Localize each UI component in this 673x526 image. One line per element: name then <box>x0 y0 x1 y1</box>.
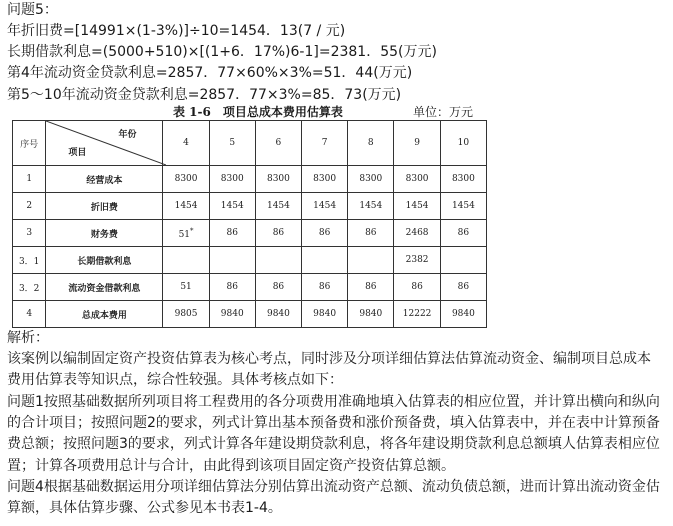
row-value: 51 <box>163 274 209 301</box>
analysis-paragraph-line: 费总额；按照问题3的要求，列式计算各年建设期贷款利息，将各年建设期贷款利息总额填人估算表相应位 <box>7 436 660 452</box>
row-value: 9805 <box>163 301 209 328</box>
table-unit: 单位：万元 <box>413 105 474 119</box>
row-value: 86 <box>348 220 394 247</box>
row-value: 1454 <box>394 193 440 220</box>
row-value: 1454 <box>163 193 209 220</box>
row-value: 1454 <box>302 193 348 220</box>
header-diagonal-cell <box>46 121 163 166</box>
row-value: 2468 <box>394 220 440 247</box>
row-value: 86 <box>302 220 348 247</box>
row-seq: 3．1 <box>13 247 46 274</box>
row-value: 8300 <box>209 166 255 193</box>
table-row <box>13 220 487 247</box>
row-value <box>209 247 255 274</box>
analysis-paragraph-line: 费用估算表等知识点，综合性较强。具体考核点如下： <box>7 372 343 388</box>
row-value: 1454 <box>348 193 394 220</box>
row-item: 长期借款利息 <box>46 247 163 274</box>
row-value <box>302 247 348 274</box>
analysis-paragraph-line: 问题4根据基础数据运用分项详细估算法分别估算出流动资产总额、流动负债总额，进而计算出流动资金估 <box>7 479 660 495</box>
header-year-label: 年份 <box>118 130 137 140</box>
analysis-heading: 解析： <box>7 330 49 346</box>
row-seq: 3 <box>13 220 46 247</box>
diagonal-line <box>46 121 166 165</box>
header-year: 6 <box>255 121 301 166</box>
table-title: 表 1-6 项目总成本费用估算表 <box>173 105 343 119</box>
table-row <box>13 274 487 301</box>
row-value: 2382 <box>394 247 440 274</box>
row-value: 8300 <box>255 166 301 193</box>
header-year: 7 <box>302 121 348 166</box>
depreciation-formula: 年折旧费=[14991×(1-3%)]÷10=1454．13(7 / 元) <box>7 23 346 39</box>
row-value: 9840 <box>440 301 486 328</box>
header-year: 9 <box>394 121 440 166</box>
analysis-paragraph-line: 问题1按照基础数据所列项目将工程费用的各分项费用准确地填入估算表的相应位置，并计算出横向和纵向 <box>7 394 660 410</box>
row-item: 财务费 <box>46 220 163 247</box>
table-header-row <box>13 121 487 166</box>
row-seq: 3．2 <box>13 274 46 301</box>
row-value: 8300 <box>348 166 394 193</box>
row-value: 1454 <box>209 193 255 220</box>
row-value: 86 <box>394 274 440 301</box>
row-seq: 4 <box>13 301 46 328</box>
header-year: 10 <box>440 121 486 166</box>
analysis-paragraph-line: 置；计算各项费用总计与合计，由此得到该项目固定资产投资估算总额。 <box>7 458 455 474</box>
analysis-paragraph-line: 的合计项目；按照问题2的要求，列式计算出基本预备费和涨价预备费，填入估算表中，并在表中计算预备 <box>7 415 660 431</box>
row-seq: 1 <box>13 166 46 193</box>
row-value: 8300 <box>302 166 348 193</box>
row-item: 经营成本 <box>46 166 163 193</box>
year4-working-capital-interest-formula: 第4年流动资金贷款利息=2857．77×60%×3%=51．44(万元) <box>7 65 413 81</box>
row-value: 51 <box>178 229 191 240</box>
row-value: 8300 <box>394 166 440 193</box>
row-value: 86 <box>302 274 348 301</box>
table-row <box>13 247 487 274</box>
row-value: 86 <box>255 220 301 247</box>
row-value: 1454 <box>255 193 301 220</box>
row-value: 86 <box>440 220 486 247</box>
row-value: 1454 <box>440 193 486 220</box>
analysis-paragraph-line: 该案例以编制固定资产投资估算表为核心考点，同时涉及分项详细估算法估算流动资金、编制项目总成本 <box>7 351 651 367</box>
row-value: 8300 <box>163 166 209 193</box>
table-row <box>13 193 487 220</box>
footnote-mark: * <box>190 226 194 235</box>
row-value: 86 <box>209 220 255 247</box>
row-seq: 2 <box>13 193 46 220</box>
row-value <box>440 247 486 274</box>
row-value: 9840 <box>255 301 301 328</box>
table-row <box>13 166 487 193</box>
header-year: 8 <box>348 121 394 166</box>
row-value: 86 <box>440 274 486 301</box>
row-value <box>255 247 301 274</box>
row-value-with-mark <box>163 220 209 247</box>
long-term-loan-interest-formula: 长期借款利息=(5000+510)×[(1+6．17%)6-1]=2381．55(万元) <box>7 44 437 60</box>
header-item-label: 项目 <box>68 148 87 158</box>
header-seq: 序号 <box>13 121 46 166</box>
row-value: 9840 <box>209 301 255 328</box>
row-value <box>163 247 209 274</box>
header-year: 4 <box>163 121 209 166</box>
row-value <box>348 247 394 274</box>
row-value: 9840 <box>348 301 394 328</box>
problem-heading: 问题5： <box>7 2 58 18</box>
header-year: 5 <box>209 121 255 166</box>
row-value: 86 <box>255 274 301 301</box>
row-value: 12222 <box>394 301 440 328</box>
row-value: 86 <box>348 274 394 301</box>
analysis-paragraph-line: 算额，具体估算步骤、公式参见本书表1-4。 <box>7 500 282 516</box>
row-item: 流动资金借款利息 <box>46 274 163 301</box>
row-value: 8300 <box>440 166 486 193</box>
row-value: 9840 <box>302 301 348 328</box>
year5-10-working-capital-interest-formula: 第5～10年流动资金贷款利息=2857．77×3%=85．73(万元) <box>7 87 402 103</box>
row-value: 86 <box>209 274 255 301</box>
row-item: 折旧费 <box>46 193 163 220</box>
row-item: 总成本费用 <box>46 301 163 328</box>
total-cost-estimate-table <box>12 120 487 328</box>
table-caption <box>0 103 673 121</box>
table-row <box>13 301 487 328</box>
